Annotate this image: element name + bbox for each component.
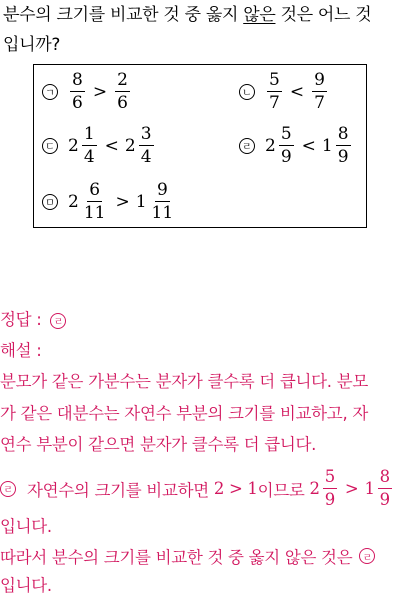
option-4 — [239, 123, 353, 168]
answer-label: 정답 : — [0, 310, 42, 329]
question-line-1 — [3, 0, 399, 30]
explanation-line-5: 입니다. — [0, 517, 52, 536]
fraction — [115, 69, 130, 114]
numerator: 8 — [72, 70, 83, 90]
fraction — [279, 123, 294, 168]
denominator: 9 — [280, 147, 292, 167]
option-3 — [42, 123, 156, 168]
answer-line — [0, 306, 72, 330]
denominator: 4 — [140, 147, 152, 167]
fraction — [312, 69, 327, 114]
whole-number: 2 — [124, 135, 136, 156]
denominator: 11 — [83, 203, 106, 223]
answer-mark: ㄹ — [50, 313, 66, 329]
comparison-operator: < — [301, 135, 316, 156]
option-2 — [239, 69, 329, 114]
line4-math: 2 > 1 — [213, 479, 258, 498]
denominator: 4 — [83, 147, 95, 167]
numerator: 2 — [117, 70, 128, 90]
fraction — [82, 123, 97, 168]
option-5 — [42, 179, 177, 224]
numerator: 6 — [89, 180, 101, 200]
question-text — [3, 0, 399, 60]
denominator: 9 — [337, 147, 349, 167]
numerator: 5 — [280, 124, 292, 144]
numerator: 9 — [314, 70, 325, 90]
question-underlined: 않은 — [243, 5, 276, 25]
option-mark: ㄴ — [239, 84, 255, 100]
fraction — [323, 466, 337, 511]
numerator: 3 — [140, 124, 152, 144]
comparison-operator: > — [115, 191, 130, 212]
explanation-label: 해설 : — [0, 341, 42, 360]
option-mark: ㄷ — [42, 138, 58, 154]
comparison-operator: > — [92, 81, 108, 102]
option-mark: ㅁ — [42, 194, 58, 210]
fraction — [139, 123, 154, 168]
line6-text: 따라서 분수의 크기를 비교한 것 중 옳지 않은 것은 — [0, 548, 358, 567]
denominator: 9 — [324, 490, 335, 509]
whole-number: 2 — [309, 479, 320, 498]
numerator: 5 — [323, 466, 337, 489]
option-1 — [42, 69, 132, 114]
line4-text2: 이므로 — [257, 480, 310, 500]
denominator: 9 — [379, 490, 390, 509]
numerator: 9 — [156, 180, 168, 200]
whole-number: 1 — [364, 479, 375, 498]
whole-number: 2 — [68, 135, 79, 156]
fraction — [70, 69, 85, 114]
question-line-2: 입니까? — [3, 35, 61, 55]
fraction — [150, 179, 176, 224]
options-box — [33, 64, 367, 228]
line4-expression — [310, 466, 394, 511]
denominator: 6 — [117, 93, 128, 113]
denominator: 11 — [151, 203, 174, 223]
numerator: 1 — [83, 124, 95, 144]
whole-number: 1 — [321, 135, 333, 156]
option-mark: ㄱ — [42, 84, 58, 100]
fraction — [336, 123, 351, 168]
explanation-line-7: 입니다. — [0, 576, 52, 595]
explanation-line-1: 분모가 같은 가분수는 분자가 클수록 더 큽니다. 분모 — [0, 372, 368, 391]
fraction — [82, 179, 108, 224]
fraction — [378, 466, 392, 511]
option-mark: ㄹ — [239, 138, 255, 154]
denominator: 7 — [314, 93, 325, 113]
line6-mark: ㄹ — [359, 548, 375, 564]
whole-number: 2 — [265, 135, 276, 156]
numerator: 8 — [378, 466, 392, 489]
explanation-line-4 — [0, 466, 394, 511]
question-part2: 것은 어느 것 — [275, 5, 372, 25]
line4-mark: ㄹ — [0, 481, 16, 497]
explanation-line-6 — [0, 544, 381, 568]
numerator: 8 — [337, 124, 349, 144]
denominator: 6 — [72, 93, 83, 113]
explanation-line-2: 가 같은 대분수는 자연수 부분의 크기를 비교하고, 자 — [0, 404, 368, 423]
whole-number: 1 — [135, 191, 147, 212]
line4-text: 자연수의 크기를 비교하면 — [22, 480, 214, 500]
fraction — [267, 69, 282, 114]
numerator: 5 — [269, 70, 280, 90]
explanation-line-3: 연수 부분이 같으면 분자가 클수록 더 큽니다. — [0, 435, 317, 454]
denominator: 7 — [269, 93, 280, 113]
comparison-operator: > — [344, 479, 359, 498]
question-part1: 분수의 크기를 비교한 것 중 옳지 — [3, 5, 244, 25]
comparison-operator: < — [289, 81, 305, 102]
comparison-operator: < — [104, 135, 119, 156]
whole-number: 2 — [68, 191, 79, 212]
